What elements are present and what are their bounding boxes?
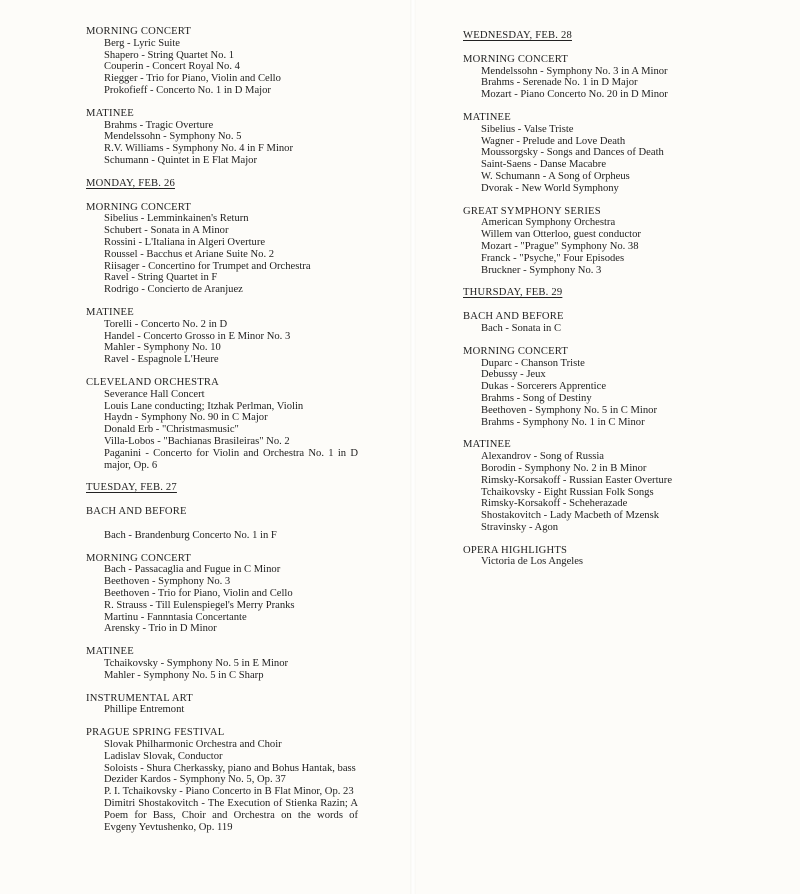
section-heading: MORNING CONCERT [86,552,192,564]
section-heading: INSTRUMENTAL ART [86,692,193,704]
program-item: Beethoven - Symphony No. 3 [104,576,231,588]
program-item: Dvorak - New World Symphony [481,182,619,194]
program-item: Dukas - Sorcerers Apprentice [481,381,607,393]
program-item: Martinu - Fannntasia Concertante [104,611,247,623]
program-section [86,727,358,833]
section-heading: MATINEE [463,439,511,451]
section-heading: GREAT SYMPHONY SERIES [463,205,601,217]
program-item: Saint-Saens - Danse Macabre [481,159,607,171]
program-item: Mahler - Symphony No. 5 in C Sharp [104,669,264,681]
program-section [86,108,358,167]
program-section [86,693,358,717]
program-item: Willem van Otterloo, guest conductor [481,229,641,241]
right-column [463,26,743,579]
program-item: Sibelius - Valse Triste [481,123,574,135]
program-item: Phillipe Entremont [104,704,185,716]
section-heading: MORNING CONCERT [86,201,192,213]
program-item: American Symphony Orchestra [481,217,616,229]
program-item: Brahms - Song of Destiny [481,392,592,404]
program-item: R.V. Williams - Symphony No. 4 in F Minor [104,143,294,155]
program-section [86,307,358,366]
program-section [86,26,358,97]
program-item: Couperin - Concert Royal No. 4 [104,61,240,73]
program-item: Brahms - Symphony No. 1 in C Minor [481,416,645,428]
program-section [86,553,358,636]
program-item: Wagner - Prelude and Love Death [481,135,626,147]
program-item: Mozart - Piano Concerto No. 20 in D Minor [481,89,668,101]
program-item: Beethoven - Trio for Piano, Violin and Cello [104,588,293,600]
program-item: Mahler - Symphony No. 10 [104,342,221,354]
program-item: Villa-Lobos - "Bachianas Brasileiras" No. 2 [104,435,290,447]
program-item: Borodin - Symphony No. 2 in B Minor [481,462,647,474]
program-item: Riisager - Concertino for Trumpet and Orchestra [104,260,311,272]
day-heading: MONDAY, FEB. 26 [86,177,175,189]
section-spacer [86,518,358,530]
program-item: Arensky - Trio in D Minor [104,623,217,635]
section-heading: CLEVELAND ORCHESTRA [86,376,219,388]
program-item: Brahms - Serenade No. 1 in D Major [481,77,638,89]
program-item: Moussorgsky - Songs and Dances of Death [481,147,664,159]
program-item: Alexandrov - Song of Russia [481,451,604,463]
program-item: Sibelius - Lemminkainen's Return [104,213,249,225]
program-item: Debussy - Jeux [481,369,546,381]
program-item: Dezider Kardos - Symphony No. 5, Op. 37 [104,774,286,786]
program-item: Bach - Passacaglia and Fugue in C Minor [104,564,281,576]
program-item: Roussel - Bacchus et Ariane Suite No. 2 [104,248,275,260]
program-item: Bach - Brandenburg Concerto No. 1 in F [104,529,277,541]
section-heading: MORNING CONCERT [463,53,569,65]
program-item: Rimsky-Korsakoff - Scheherazade [481,498,628,510]
program-item: Schumann - Quintet in E Flat Major [104,154,257,166]
program-item: Rimsky-Korsakoff - Russian Easter Overture [481,474,673,486]
program-item: Mendelssohn - Symphony No. 3 in A Minor [481,65,668,77]
program-item: Torelli - Concerto No. 2 in D [104,318,228,330]
program-item: Shostakovitch - Lady Macbeth of Mzensk [481,510,659,522]
section-heading: MATINEE [463,111,511,123]
program-section [463,54,743,101]
section-heading: OPERA HIGHLIGHTS [463,544,568,556]
program-item: Ravel - Espagnole L'Heure [104,354,219,366]
program-section [463,439,743,533]
program-item: Victoria de Los Angeles [481,556,584,568]
section-heading: MORNING CONCERT [463,345,569,357]
program-item: Rodrigo - Concierto de Aranjuez [104,284,243,296]
program-section [463,112,743,195]
program-item: Duparc - Chanson Triste [481,357,585,369]
program-item: Tchaikovsky - Symphony No. 5 in E Minor [104,658,289,670]
day-heading: WEDNESDAY, FEB. 28 [463,30,572,41]
program-item: Brahms - Tragic Overture [104,119,214,131]
program-item: Louis Lane conducting; Itzhak Perlman, Violin [104,400,304,412]
program-item: Bruckner - Symphony No. 3 [481,264,602,276]
program-item: Severance Hall Concert [104,388,205,400]
program-section [86,377,358,471]
program-item: Dimitri Shostakovitch - The Execution of Stienka Razin; A Poem for Bass, Choir and Orchestra on the words of Evgeny Yevtushenko, Op. 119 [104,798,358,833]
program-item: P. I. Tchaikovsky - Piano Concerto in B Flat Minor, Op. 23 [104,786,354,798]
program-section [463,311,743,335]
day-heading: TUESDAY, FEB. 27 [86,482,177,494]
program-item: Mendelssohn - Symphony No. 5 [104,131,242,143]
left-column [86,26,358,844]
program-item: Haydn - Symphony No. 90 in C Major [104,412,268,424]
program-item: Bach - Sonata in C [481,322,562,334]
program-section [86,506,358,542]
program-section [463,206,743,277]
program-item: Paganini - Concerto for Violin and Orchestra No. 1 in D major, Op. 6 [104,447,358,471]
program-item: Beethoven - Symphony No. 5 in C Minor [481,404,657,416]
program-section [86,202,358,296]
program-item: Tchaikovsky - Eight Russian Folk Songs [481,486,654,498]
day-heading: THURSDAY, FEB. 29 [463,287,563,299]
program-item: Berg - Lyric Suite [104,37,181,49]
program-item: Soloists - Shura Cherkassky, piano and Bohus Hantak, bass [104,762,356,774]
section-heading: MORNING CONCERT [86,26,192,37]
section-heading: MATINEE [86,646,134,658]
program-item: Donald Erb - "Christmasmusic" [104,424,239,436]
program-item: Ravel - String Quartet in F [104,272,218,284]
program-item: Mozart - "Prague" Symphony No. 38 [481,240,639,252]
page-fold [410,0,416,894]
section-heading: MATINEE [86,306,134,318]
program-section [463,545,743,569]
program-section [86,646,358,681]
program-item: Handel - Concerto Grosso in E Minor No. 3 [104,330,291,342]
program-item: Slovak Philharmonic Orchestra and Choir [104,739,282,751]
program-item: Stravinsky - Agon [481,521,559,533]
program-item: Riegger - Trio for Piano, Violin and Cello [104,73,281,85]
program-item: Ladislav Slovak, Conductor [104,750,223,762]
program-section [463,346,743,429]
section-heading: BACH AND BEFORE [463,311,564,323]
program-item: W. Schumann - A Song of Orpheus [481,170,630,182]
program-item: Prokofieff - Concerto No. 1 in D Major [104,84,271,96]
program-item: Franck - "Psyche," Four Episodes [481,252,625,264]
program-item: Shapero - String Quartet No. 1 [104,49,235,61]
section-heading: PRAGUE SPRING FESTIVAL [86,727,225,739]
program-item: R. Strauss - Till Eulenspiegel's Merry Pranks [104,599,295,611]
program-item: Schubert - Sonata in A Minor [104,225,229,237]
program-item: Rossini - L'Italiana in Algeri Overture [104,236,266,248]
section-heading: MATINEE [86,107,134,119]
section-heading: BACH AND BEFORE [86,506,187,518]
